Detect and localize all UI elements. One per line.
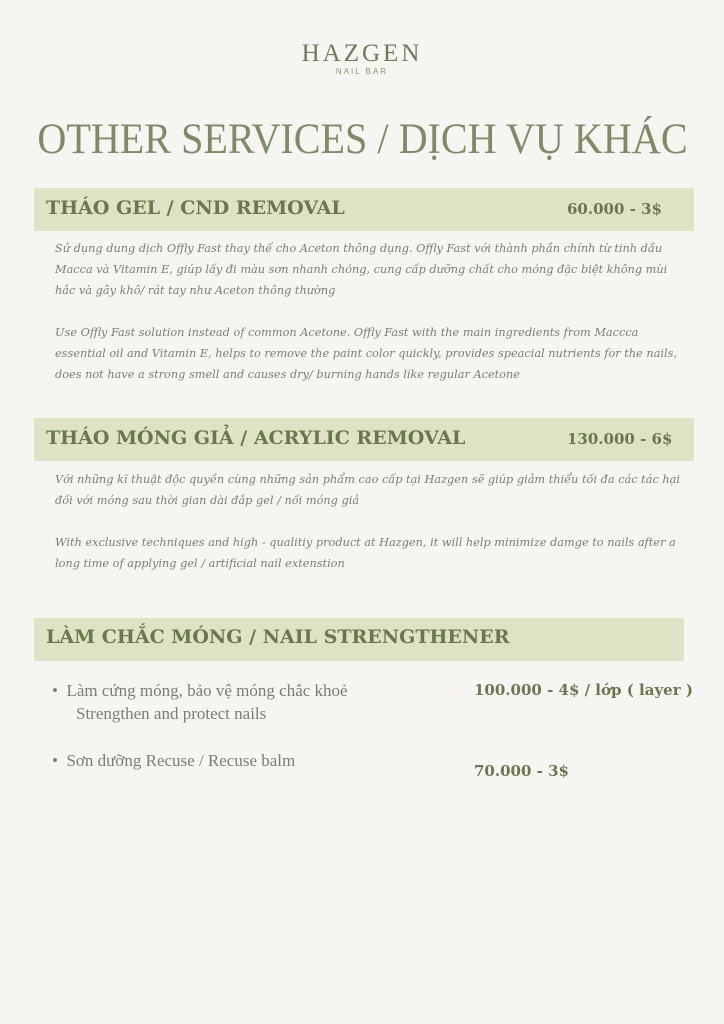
brand-name: HAZGEN (301, 40, 423, 67)
section-title: THÁO GEL / CND REMOVAL (46, 197, 345, 219)
section-title: THÁO MÓNG GIẢ / ACRYLIC REMOVAL (46, 427, 466, 449)
page-title-container (0, 115, 724, 165)
brand-subtitle: NAIL BAR (335, 67, 389, 76)
description-en: With exclusive techniques and high - qualitiy product at Hazgen, it will help minimize damge to nails after a long time of applying gel / artificial nail extenstion (55, 536, 676, 570)
bullet: • (52, 681, 67, 700)
section-price: 130.000 - 6$ (567, 430, 673, 448)
bullet: • (52, 751, 67, 770)
section-title: LÀM CHẮC MÓNG / NAIL STRENGTHENER (46, 626, 510, 648)
item-label: Sơn dưỡng Recuse / Recuse balm (66, 751, 296, 770)
item-price: 100.000 - 4$ / lớp ( layer ) (474, 681, 693, 699)
description-vi: Sử dụng dung dịch Offly Fast thay thế cho Aceton thông dụng. Offly Fast với thành phần chính từ tinh dầu Macca và Vitamin E, giúp lấy đi màu sơn nhanh chóng, cung cấp dưỡng chất cho móng đặc biệt không mùi hắc và gây khô/ rát tay như Aceton thông thường (55, 242, 668, 297)
description-en: Use Offly Fast solution instead of common Acetone. Offly Fast with the main ingredients from Maccca essential oil and Vitamin E, helps to remove the paint color quickly, provides speacial nutrients for the nails, does not have a strong smell and causes dry/ burning hands like regular Acetone (55, 326, 677, 381)
section-header-gel-removal (34, 188, 694, 231)
item-price: 70.000 - 3$ (474, 762, 569, 780)
item-sublabel: Strengthen and protect nails (76, 704, 267, 723)
section-header-acrylic-removal (34, 418, 694, 461)
section-price: 60.000 - 3$ (567, 200, 662, 218)
service-item (52, 749, 295, 772)
page-title: OTHER SERVICES / DỊCH VỤ KHÁC (36, 116, 688, 163)
description-vi: Với những kĩ thuật độc quyền cùng những sản phẩm cao cấp tại Hazgen sẽ giúp giảm thiểu tối đa các tác hại đối với móng sau thời gian dài đắp gel / nối móng giả (55, 473, 680, 507)
item-label: Làm cứng móng, bảo vệ móng chắc khoẻ (66, 681, 348, 700)
section-header-nail-strengthener (34, 618, 684, 661)
service-item (52, 679, 348, 725)
